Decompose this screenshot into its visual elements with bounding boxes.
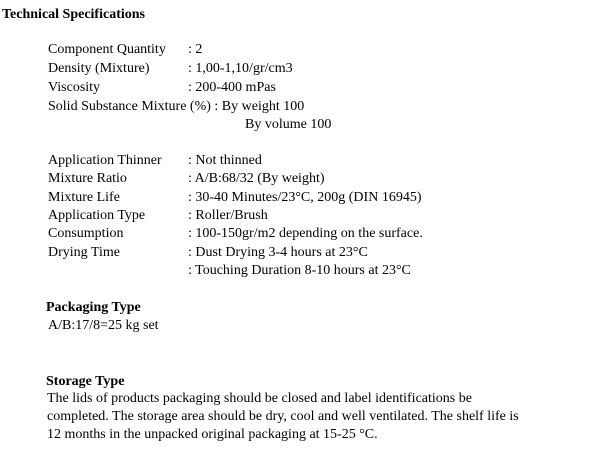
spec-label-mixture-ratio: Mixture Ratio	[48, 171, 127, 186]
spec-value-application-thinner: : Not thinned	[188, 153, 262, 168]
spec-label-component-quantity: Component Quantity	[48, 42, 166, 57]
spec-label-viscosity: Viscosity	[48, 80, 101, 95]
spec-label-mixture-life: Mixture Life	[48, 190, 120, 205]
spec-label-application-type: Application Type	[48, 208, 146, 223]
spec-value-component-quantity: : 2	[188, 42, 203, 57]
spec-value-density: : 1,00-1,10/gr/cm3	[188, 61, 293, 76]
storage-line: 12 months in the unpacked original packaging at 15-25 °C.	[47, 427, 378, 442]
storage-heading: Storage Type	[46, 374, 125, 389]
page-title: Technical Specifications	[2, 7, 145, 22]
spec-value-drying-time-touch: : Touching Duration 8-10 hours at 23°C	[188, 263, 411, 278]
spec-value-application-type: : Roller/Brush	[188, 208, 268, 223]
packaging-text: A/B:17/8=25 kg set	[48, 318, 159, 333]
spec-label-density: Density (Mixture)	[48, 61, 150, 76]
spec-label-consumption: Consumption	[48, 226, 124, 241]
spec-value-mixture-ratio: : A/B:68/32 (By weight)	[188, 171, 325, 186]
packaging-heading: Packaging Type	[46, 300, 141, 315]
spec-value-mixture-life: : 30-40 Minutes/23°C, 200g (DIN 16945)	[188, 190, 422, 205]
storage-line: The lids of products packaging should be closed and label identifications be	[47, 391, 472, 406]
spec-value-consumption: : 100-150gr/m2 depending on the surface.	[188, 226, 423, 241]
spec-value-solid-substance-volume: By volume 100	[245, 117, 332, 132]
spec-label-solid-substance: Solid Substance Mixture (%) : By weight 100	[48, 99, 305, 114]
spec-value-drying-time-dust: : Dust Drying 3-4 hours at 23°C	[188, 245, 368, 260]
storage-line: completed. The storage area should be dry, cool and well ventilated. The shelf life is	[47, 409, 519, 424]
spec-label-drying-time: Drying Time	[48, 245, 120, 260]
spec-label-application-thinner: Application Thinner	[48, 153, 162, 168]
spec-value-viscosity: : 200-400 mPas	[188, 80, 276, 95]
storage-paragraph	[47, 390, 597, 444]
